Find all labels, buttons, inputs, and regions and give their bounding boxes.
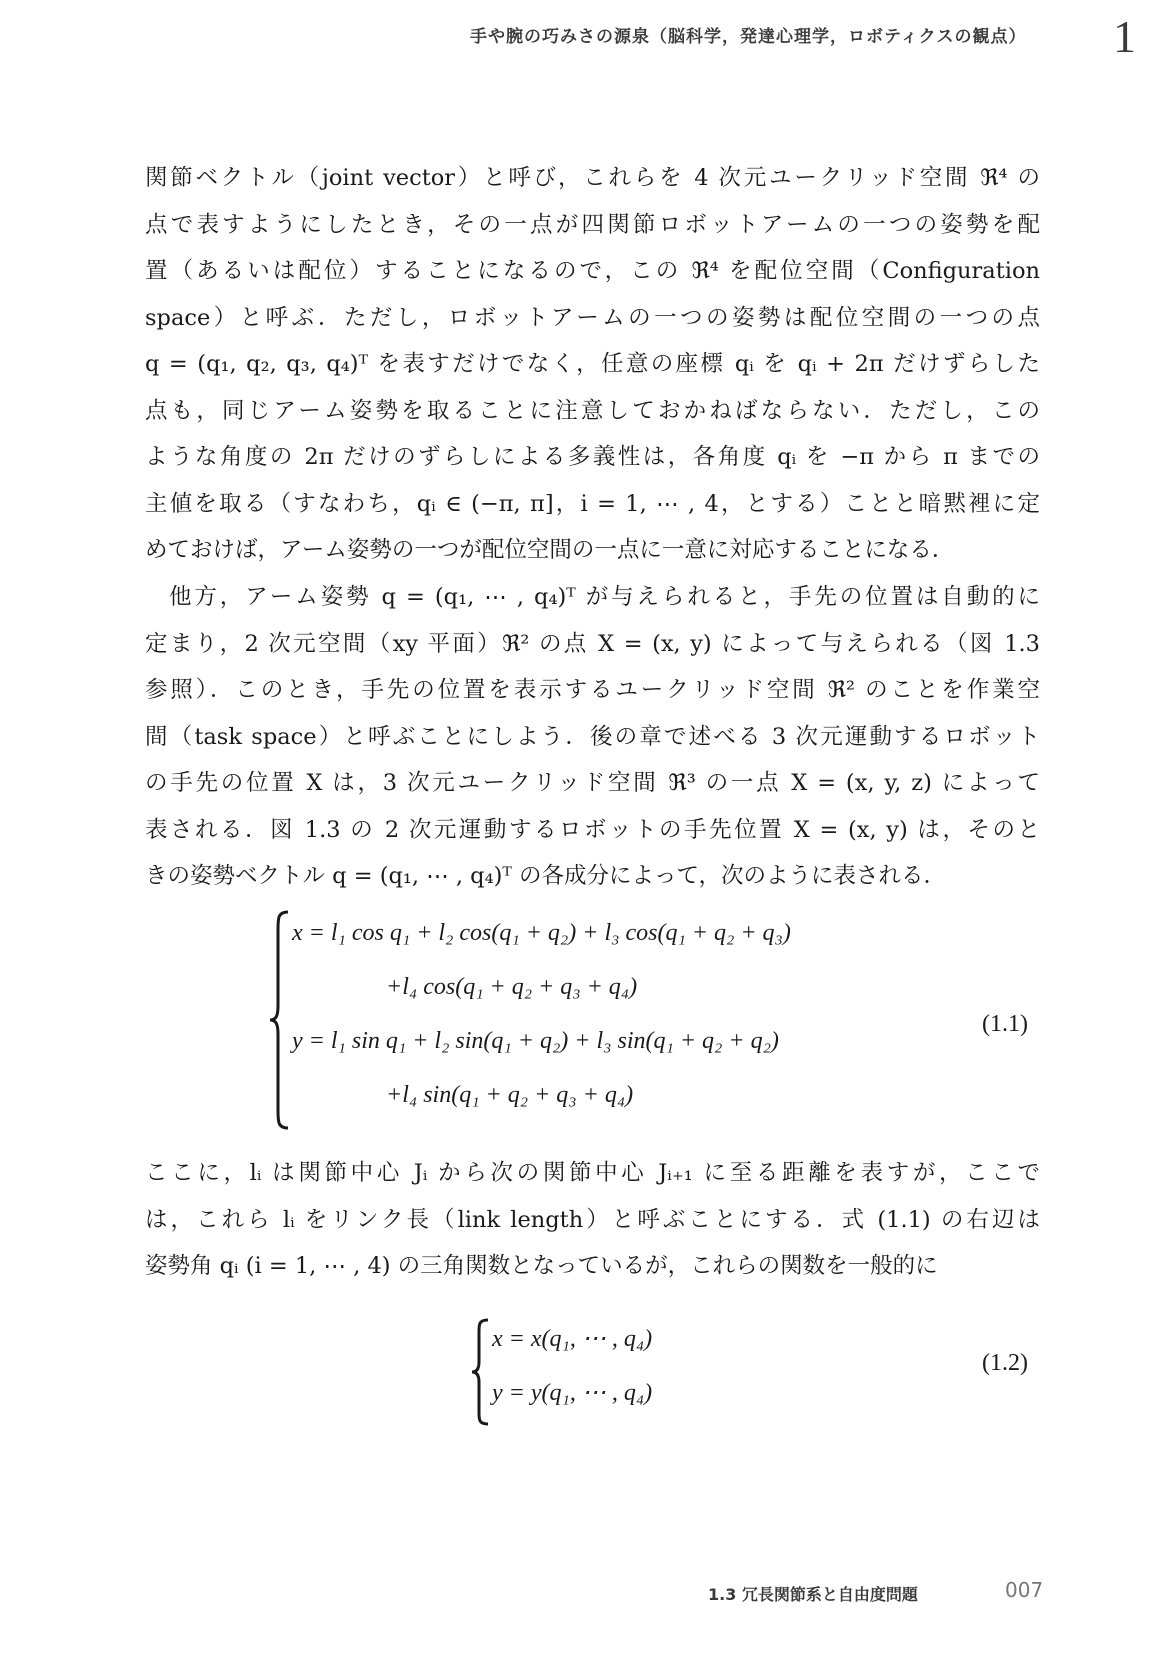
text-line: は，これら lᵢ をリンク長（link length）と呼ぶことにする．式 (1.1) の右辺は [145,1206,1040,1233]
text-line: 定まり，2 次元空間（xy 平面）ℜ² の点 X = (x, y) によって与えられる（図 1.3 [145,630,1040,657]
text-line: 点で表すようにしたとき，その一点が四関節ロボットアームの一つの姿勢を配 [145,211,1040,238]
text-line: の手先の位置 X は，3 次元ユークリッド空間 ℜ³ の一点 X = (x, y, z) によって [145,770,1040,796]
chapter-number: 1 [1113,11,1136,62]
equation-line: x = x(q₁, ⋯ , q₄) [492,1326,653,1352]
text-line: 点も，同じアーム姿勢を取ることに注意しておかねばならない．ただし，この [145,397,1040,424]
text-line: ここに，lᵢ は関節中心 Jᵢ から次の関節中心 Jᵢ₊₁ に至る距離を表すが，ここで [145,1160,1040,1186]
text-line: q = (q₁, q₂, q₃, q₄)ᵀ を表すだけでなく，任意の座標 qᵢ を qᵢ + 2π だけずらした [145,351,1040,377]
paragraph-1 [145,155,1040,574]
text-line: 関節ベクトル（joint vector）と呼び，これらを 4 次元ユークリッド空間 ℜ⁴ の [145,165,1040,191]
text-line: めておけば，アーム姿勢の一つが配位空間の一点に一意に対応することになる． [145,537,955,563]
text-line: 置（あるいは配位）することになるので，この ℜ⁴ を配位空間（Configuration [145,258,1040,284]
text-line: 参照）．このとき，手先の位置を表示するユークリッド空間 ℜ² のことを作業空 [145,677,1040,703]
running-header-title: 手や腕の巧みさの源泉（脳科学，発達心理学，ロボティクスの観点） [470,27,1027,47]
paragraph-3 [145,1150,1040,1290]
text-line: きの姿勢ベクトル q = (q₁, ⋯ , q₄)ᵀ の各成分によって，次のように表される． [145,863,947,889]
page-number: 007 [1005,1578,1044,1602]
text-line: 主値を取る（すなわち，qᵢ ∈ (−π, π]，i = 1, ⋯ , 4，とする）ことと暗黙裡に定 [145,490,1040,517]
text-line: 他方，アーム姿勢 q = (q₁, ⋯ , q₄)ᵀ が与えられると，手先の位置は自動的に [169,584,1040,610]
equation-1-2 [470,1318,870,1428]
equation-line: y = l₁ sin q₁ + l₂ sin(q₁ + q₂) + l₃ sin(q₁ + q₂ + q₂) [292,1028,779,1054]
text-line: 間（task space）と呼ぶことにしよう．後の章で述べる 3 次元運動するロボット [145,723,1040,750]
equation-line: +l₄ sin(q₁ + q₂ + q₃ + q₄) [386,1082,634,1108]
text-line: 姿勢角 qᵢ (i = 1, ⋯ , 4) の三角関数となっているが，これらの関数を一般的に [145,1253,938,1279]
text-line: ような角度の 2π だけのずらしによる多義性は，各角度 qᵢ を −π から π までの [145,444,1040,470]
equation-line: +l₄ cos(q₁ + q₂ + q₃ + q₄) [386,974,638,1000]
text-line: 表される．図 1.3 の 2 次元運動するロボットの手先位置 X = (x, y) は，そのと [145,816,1040,843]
equation-line: y = y(q₁, ⋯ , q₄) [492,1380,653,1406]
equation-line: x = l₁ cos q₁ + l₂ cos(q₁ + q₂) + l₃ cos(q₁ + q₂ + q₃) [292,920,791,946]
text-line: space）と呼ぶ．ただし，ロボットアームの一つの姿勢は配位空間の一つの点 [145,304,1040,331]
equation-number: (1.1) [982,1011,1028,1037]
paragraph-2 [145,574,1040,900]
footer-section-title: 1.3 冗長関節系と自由度問題 [708,1585,918,1604]
left-brace [470,1318,492,1426]
left-brace [268,910,292,1130]
equation-number: (1.2) [982,1350,1028,1376]
equation-1-1 [268,910,1068,1140]
